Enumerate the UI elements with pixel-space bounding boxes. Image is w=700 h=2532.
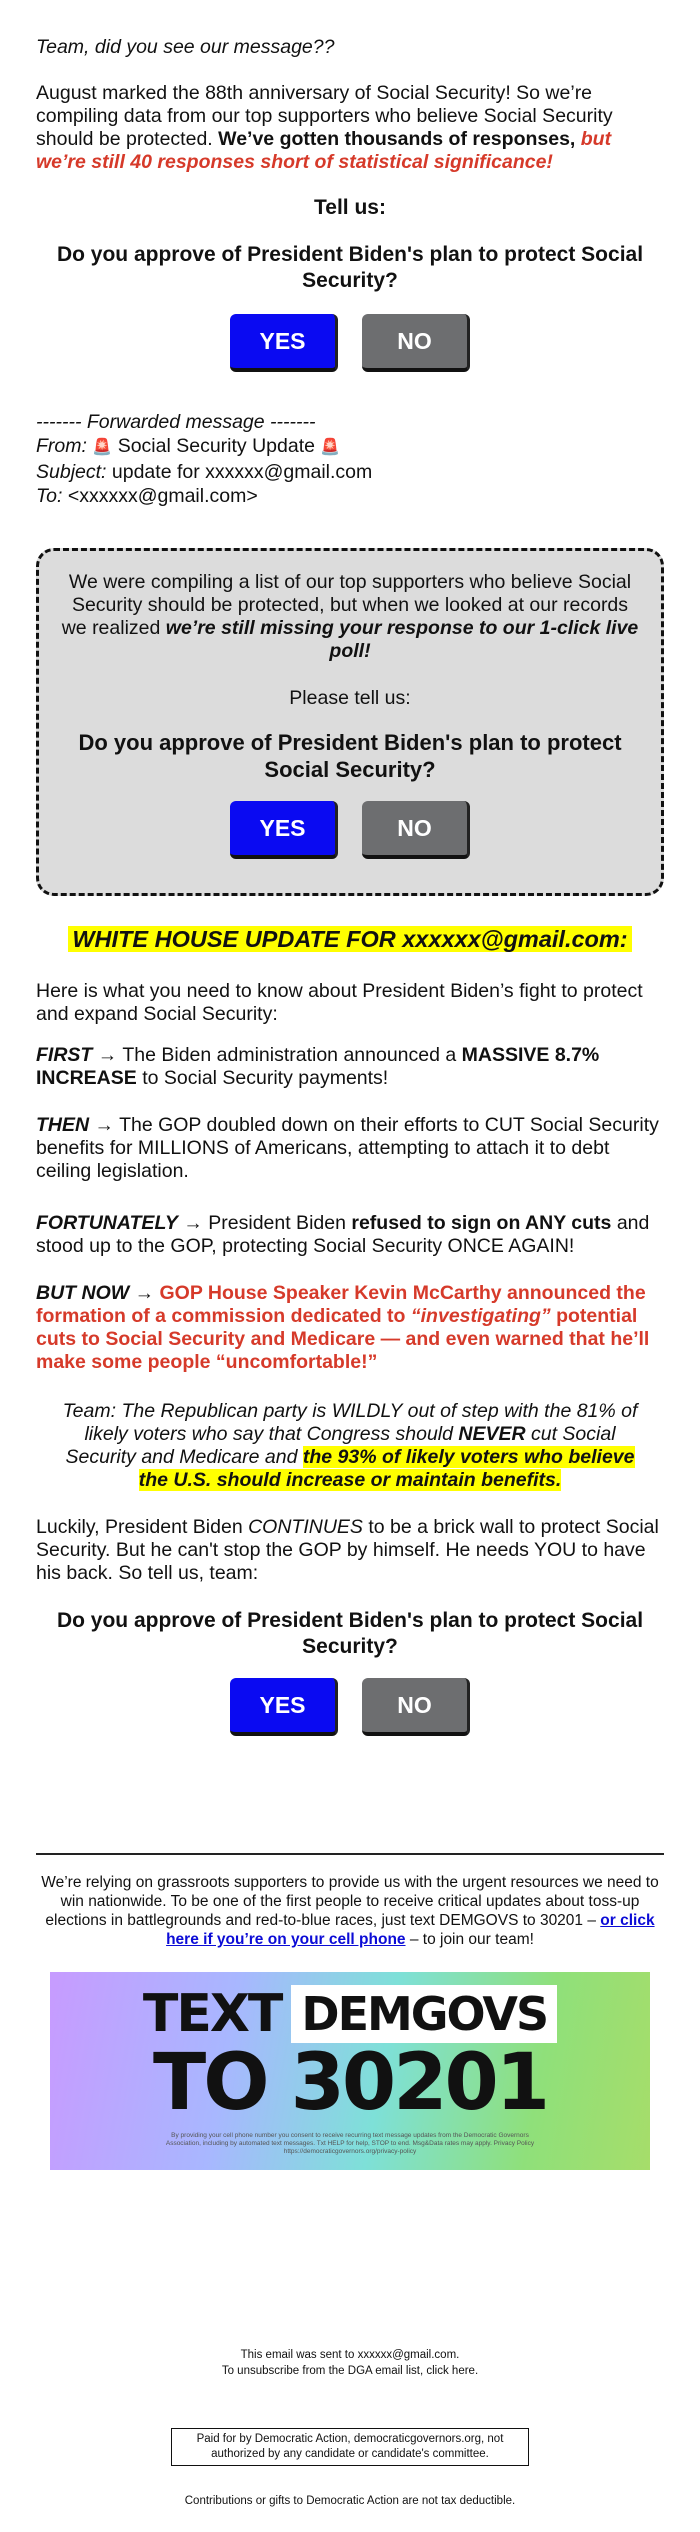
tax-disclaimer: Contributions or gifts to Democratic Action are not tax deductible. — [184, 2495, 516, 2507]
forward-subject: Subject: update for xxxxxx@gmail.com — [36, 461, 373, 483]
greeting: Team, did you see our message?? — [36, 36, 335, 58]
update-but-now: BUT NOW → GOP House Speaker Kevin McCarthy announced the formation of a commission dedicated to “investigating” potential cuts to Social Security and Medicare — and even warned that he’ll make some people “uncomfortable!” — [36, 1282, 650, 1373]
sms-signup-text: We’re relying on grassroots supporters to provide us with the urgent resources we need to win nationwide. To be one of the first people to receive critical updates about toss-up elections in battlegrounds and red-to-blue races, just text DEMGOVS to 30201 – or click here if you’re on your cell phone – to join our team! — [41, 1874, 659, 1948]
poll-callout-box — [36, 548, 664, 896]
update-team-note: Team: The Republican party is WILDLY out of step with the 81% of likely voters who say that Congress should NEVER cut Social Security and Medicare and the 93% of likely voters who believe the U.S. should increase or maintain benefits. — [62, 1400, 638, 1491]
siren-icon: 🚨 — [92, 439, 113, 456]
yes-button[interactable]: YES — [230, 801, 338, 859]
update-then: THEN → The GOP doubled down on their efforts to CUT Social Security benefits for MILLIONS of Americans, attempting to attach it to debt ceiling legislation. — [36, 1114, 659, 1182]
unsubscribe-link[interactable]: To unsubscribe from the DGA email list, click here. — [221, 2365, 479, 2377]
banner-keyword: DEMGOVS — [291, 1985, 557, 2043]
no-button[interactable]: NO — [362, 801, 470, 859]
callout-poll-question: Do you approve of President Biden's plan to protect Social Security? — [78, 730, 622, 782]
forward-to: To: <xxxxxx@gmail.com> — [36, 485, 258, 507]
section-divider — [36, 1853, 664, 1855]
closing-poll-question: Do you approve of President Biden's plan to protect Social Security? — [56, 1609, 644, 1658]
update-lead: Here is what you need to know about President Biden’s fight to protect and expand Social Security: — [36, 980, 643, 1025]
closing-poll-buttons — [36, 1678, 664, 1736]
intro-paragraph: August marked the 88th anniversary of Social Security! So we’re compiling data from our top supporters who believe Social Security should be protected. We’ve gotten thousands of responses, but we’re still 40 responses short of statistical significance! — [36, 82, 613, 173]
forwarded-message-header — [36, 410, 664, 508]
no-button[interactable]: NO — [362, 1678, 470, 1736]
banner-text-word: TEXT — [142, 1984, 282, 2044]
no-button[interactable]: NO — [362, 314, 470, 372]
tell-us-label: Tell us: — [314, 196, 386, 219]
banner-fine-print: By providing your cell phone number you consent to receive recurring text message updates from the Democratic Governors Association, including by automated text messages. Txt HELP for help, STOP to end. Msg&Data rates may apply. Privacy Policy https://democraticgovernors.org/privacy-policy — [165, 2132, 535, 2155]
update-closing: Luckily, President Biden CONTINUES to be a brick wall to protect Social Security. But he can't stop the GOP by himself. He needs YOU to have his back. So tell us, team: — [36, 1516, 659, 1584]
please-tell-us: Please tell us: — [289, 687, 411, 709]
callout-poll-buttons — [39, 801, 661, 859]
siren-icon: 🚨 — [320, 439, 341, 456]
yes-button[interactable]: YES — [230, 314, 338, 372]
paid-for-box — [171, 2428, 529, 2466]
forward-divider: ------- Forwarded message ------- — [36, 411, 316, 433]
update-fortunately: FORTUNATELY → President Biden refused to sign on ANY cuts and stood up to the GOP, protecting Social Security ONCE AGAIN! — [36, 1212, 650, 1257]
update-headline: WHITE HOUSE UPDATE FOR xxxxxx@gmail.com: — [36, 924, 664, 954]
banner-text-row — [50, 1984, 650, 2044]
paid-for-text: Paid for by Democratic Action, democraticgovernors.org, not authorized by any candidate or candidate's committee. — [196, 2433, 504, 2460]
sent-to-notice: This email was sent to xxxxxx@gmail.com. — [240, 2349, 460, 2361]
text-demgovs-banner[interactable] — [50, 1972, 650, 2170]
update-first: FIRST → The Biden administration announced a MASSIVE 8.7% INCREASE to Social Security payments! — [36, 1044, 600, 1089]
banner-shortcode: TO 30201 — [152, 2038, 548, 2128]
cell-phone-link[interactable]: or click here if you’re on your cell phone — [166, 1912, 655, 1948]
poll-buttons — [36, 314, 664, 372]
callout-paragraph: We were compiling a list of our top supporters who believe Social Security should be protected, but when we looked at our records we realized we’re still missing your response to our 1-click live poll! — [61, 571, 639, 662]
poll-question: Do you approve of President Biden's plan to protect Social Security? — [56, 243, 644, 292]
yes-button[interactable]: YES — [230, 1678, 338, 1736]
forward-from: From: 🚨 Social Security Update 🚨 — [36, 435, 341, 457]
